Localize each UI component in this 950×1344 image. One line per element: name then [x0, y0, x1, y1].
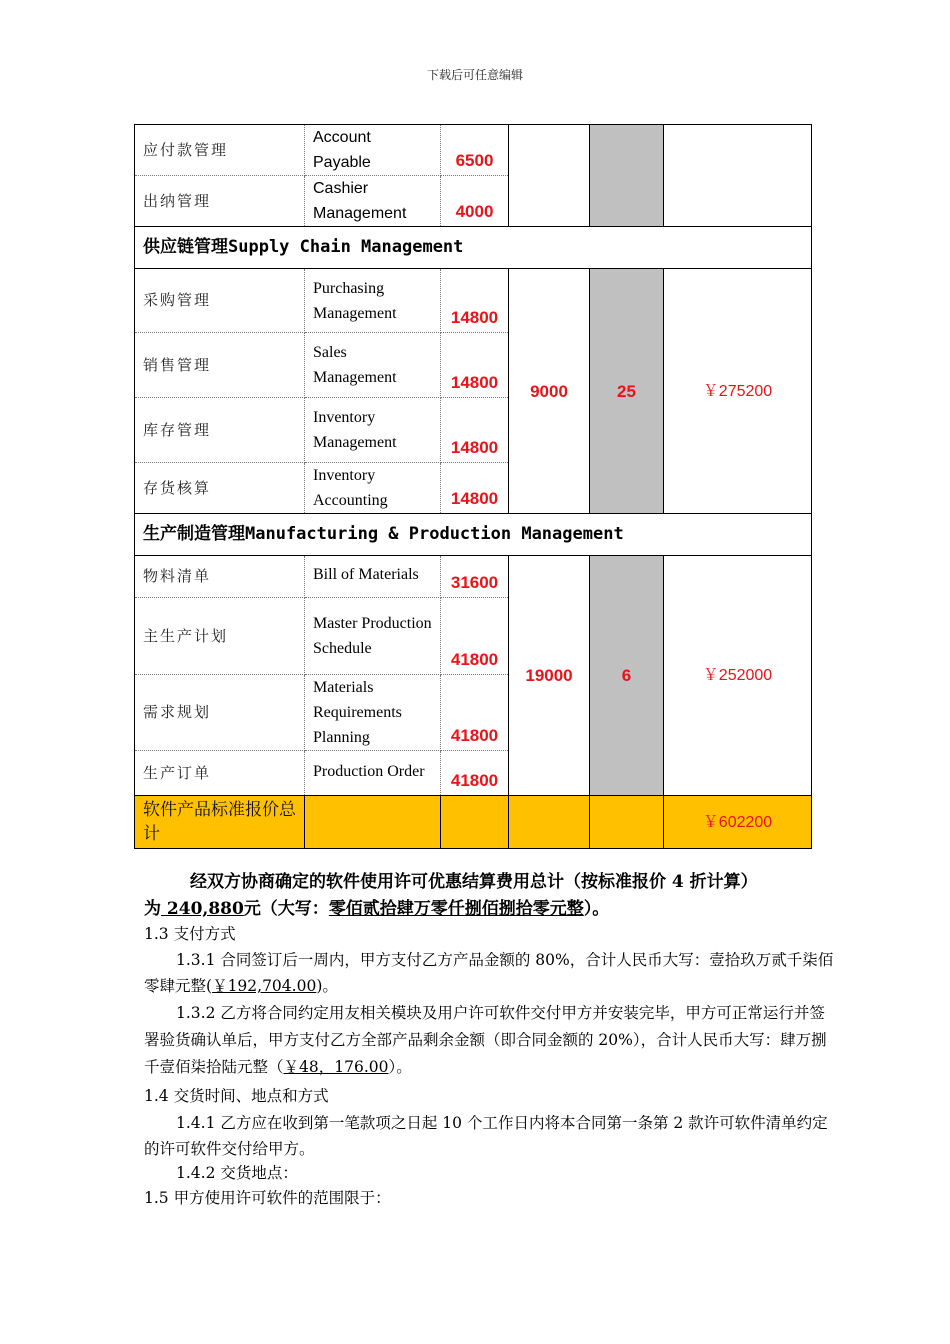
total-label: 软件产品标准报价总计	[135, 796, 305, 849]
module-en: Inventory Management	[305, 398, 441, 463]
clause-amount: ￥48，176.00	[283, 1058, 389, 1076]
summary-amount-cn: 零佰贰拾肆万零仟捌佰捌拾零元整	[328, 899, 584, 919]
module-cn: 销售管理	[135, 333, 305, 398]
module-cn: 库存管理	[135, 398, 305, 463]
module-en: Cashier Management	[305, 176, 441, 227]
section-en: Supply Chain Management	[228, 237, 464, 257]
module-cn: 采购管理	[135, 269, 305, 333]
quantity: 6	[590, 556, 664, 796]
grand-total: ￥602200	[664, 796, 812, 849]
module-cn: 应付款管理	[135, 125, 305, 176]
table-row	[135, 269, 812, 333]
table-row	[135, 125, 812, 176]
module-cn: 物料清单	[135, 556, 305, 598]
total-empty	[305, 796, 441, 849]
heading-1-3: 1.3 支付方式	[144, 925, 236, 943]
clause-text: ）。	[388, 1058, 412, 1076]
clause-amount: ￥192,704.00	[212, 977, 317, 995]
summary-prefix: 为	[144, 899, 161, 919]
module-price: 41800	[441, 675, 509, 751]
section-title-supply	[135, 227, 812, 269]
section-en: Manufacturing & Production Management	[245, 524, 624, 544]
subtotal: ￥275200	[664, 269, 812, 514]
clause-text: 1.3.1 合同签订后一周内，甲方支付乙方产品金额的 80%，合计人民币大写：壹拾玖万贰千柒佰零肆元整(	[144, 951, 834, 995]
unit-cell	[509, 125, 590, 227]
subtotal: ￥252000	[664, 556, 812, 796]
heading-1-5: 1.5 甲方使用许可软件的范围限于：	[144, 1189, 391, 1207]
module-cn: 出纳管理	[135, 176, 305, 227]
quantity: 25	[590, 269, 664, 514]
clause-1-3-1	[144, 947, 834, 999]
module-en: Materials Requirements Planning	[305, 675, 441, 751]
clause-1-4-1: 1.4.1 乙方应在收到第一笔款项之日起 10 个工作日内将本合同第一条第 2 款许可软件清单约定的许可软件交付给甲方。	[144, 1114, 828, 1158]
qty-cell	[590, 125, 664, 227]
module-en: Bill of Materials	[305, 556, 441, 598]
module-price: 41800	[441, 751, 509, 796]
quote-table	[134, 124, 812, 849]
module-price: 6500	[441, 125, 509, 176]
total-cell	[664, 125, 812, 227]
summary-suffix: ）。	[583, 899, 610, 919]
section-cn: 供应链管理	[143, 237, 228, 257]
total-empty	[441, 796, 509, 849]
total-empty	[590, 796, 664, 849]
heading-1-4: 1.4 交货时间、地点和方式	[144, 1087, 329, 1105]
summary-line1: 经双方协商确定的软件使用许可优惠结算费用总计（按标准报价 4 折计算）	[190, 872, 758, 892]
module-price: 14800	[441, 463, 509, 514]
module-en: Inventory Accounting	[305, 463, 441, 514]
clause-text: )。	[316, 977, 338, 995]
module-en: Production Order	[305, 751, 441, 796]
summary-mid: 元（大写：	[243, 899, 329, 919]
header-note: 下载后可任意编辑	[426, 68, 523, 82]
section-row	[135, 514, 812, 556]
discount-summary	[144, 869, 834, 923]
module-cn: 需求规划	[135, 675, 305, 751]
clause-text: 1.3.2 乙方将合同约定用友相关模块及用户许可软件交付甲方并安装完毕，甲方可正常运行并签署验货确认单后，甲方支付乙方全部产品剩余金额（即合同金额的 20%），合计人民币大写：肆万捌千壹佰柒拾陆元整（	[144, 1004, 827, 1076]
clause-1-3-2	[144, 1000, 834, 1081]
clause-1-4-2: 1.4.2 交货地点：	[176, 1164, 298, 1182]
module-price: 31600	[441, 556, 509, 598]
total-empty	[509, 796, 590, 849]
section-row	[135, 227, 812, 269]
unit-price: 19000	[509, 556, 590, 796]
module-en: Account Payable	[305, 125, 441, 176]
module-price: 41800	[441, 598, 509, 675]
module-en: Sales Management	[305, 333, 441, 398]
module-en: Master Production Schedule	[305, 598, 441, 675]
module-price: 14800	[441, 333, 509, 398]
module-price: 14800	[441, 269, 509, 333]
total-row	[135, 796, 812, 849]
module-cn: 存货核算	[135, 463, 305, 514]
unit-price: 9000	[509, 269, 590, 514]
module-price: 14800	[441, 398, 509, 463]
section-title-mfg	[135, 514, 812, 556]
module-en: Purchasing Management	[305, 269, 441, 333]
summary-amount: 240,880	[161, 899, 244, 919]
section-cn: 生产制造管理	[143, 524, 245, 544]
module-price: 4000	[441, 176, 509, 227]
table-row	[135, 556, 812, 598]
module-cn: 主生产计划	[135, 598, 305, 675]
module-cn: 生产订单	[135, 751, 305, 796]
